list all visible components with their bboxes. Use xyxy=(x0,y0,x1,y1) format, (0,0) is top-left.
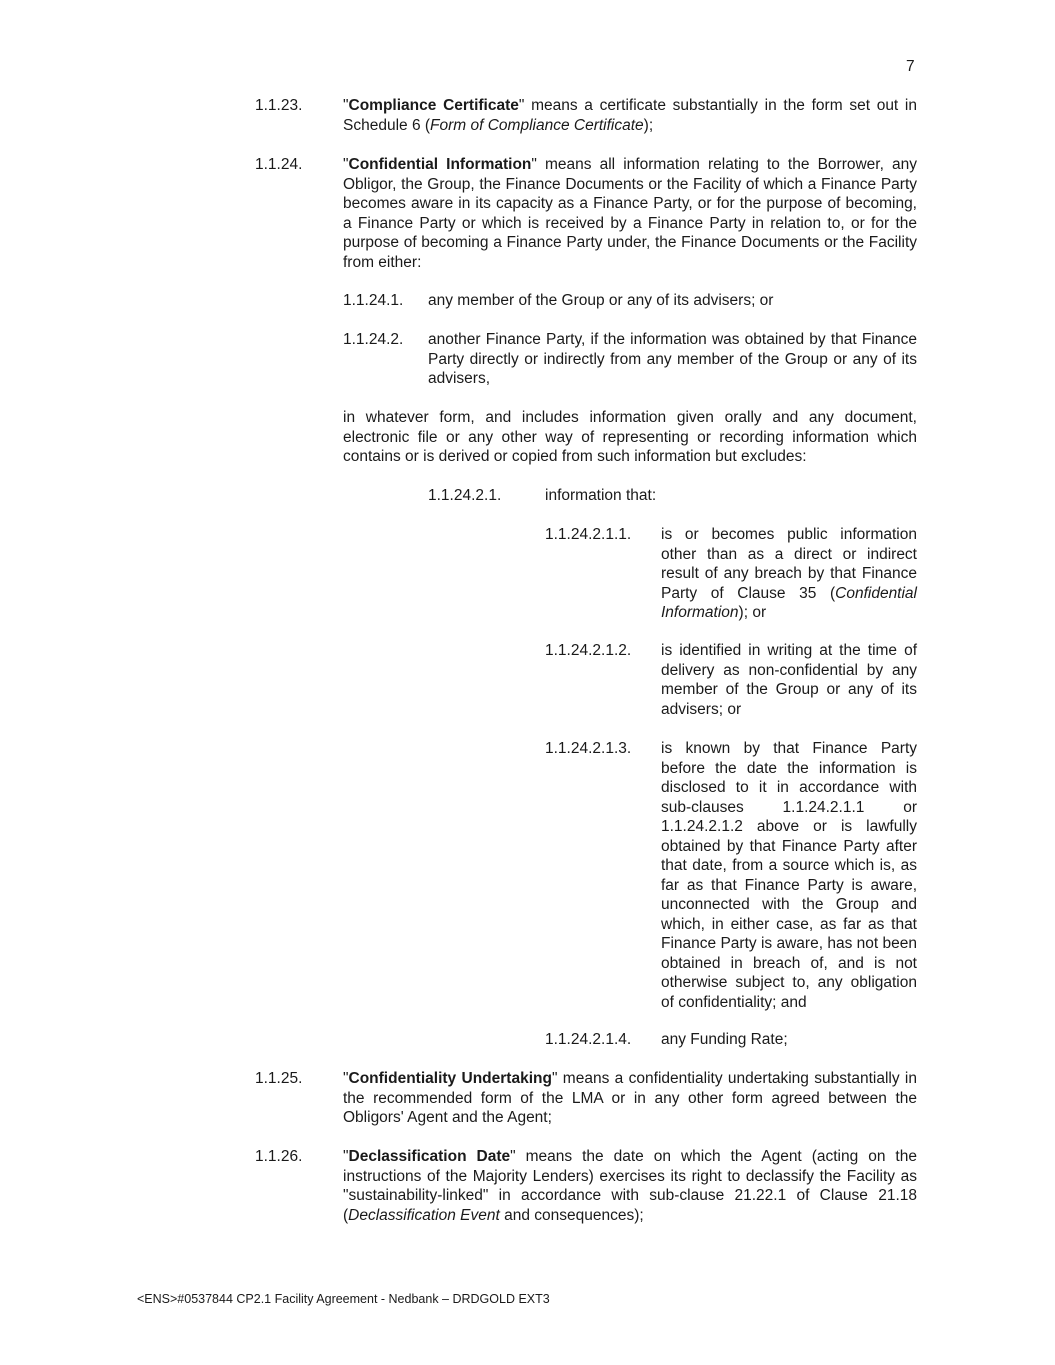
defined-term: Declassification Date xyxy=(348,1148,511,1165)
subclause-number: 1.1.24.2.1.3. xyxy=(545,740,632,757)
subclause-number: 1.1.24.2.1.1. xyxy=(545,526,632,543)
subclause-text: any Funding Rate; xyxy=(661,1031,788,1048)
clause-reference: Form of Compliance Certificate xyxy=(430,116,644,134)
subclause-text: another Finance Party, if the information was obtained by that Finance Party directly or indirectly from any member of the Group or any of its advisers, xyxy=(428,331,917,387)
subclause-text: is or becomes public information other than as a direct or indirect result of any breach by that Finance Party of Clause 35 (Confidential Information); or xyxy=(661,526,917,621)
clause-reference: Confidential Information xyxy=(661,584,917,621)
defined-term: Confidential Information xyxy=(348,156,532,173)
clause-number: 1.1.26. xyxy=(255,1148,303,1165)
subclause-text: is identified in writing at the time of delivery as non-confidential by any member of the Group or any of its advisers; or xyxy=(661,642,917,718)
document-footer: <ENS>#0537844 CP2.1 Facility Agreement - Nedbank – DRDGOLD EXT3 xyxy=(137,1292,550,1306)
defined-term: Compliance Certificate xyxy=(348,97,519,114)
defined-term: Confidentiality Undertaking xyxy=(348,1070,552,1087)
subclause-number: 1.1.24.1. xyxy=(343,292,404,309)
subclause-text: any member of the Group or any of its advisers; or xyxy=(428,292,774,309)
clause-reference: Declassification Event xyxy=(348,1206,500,1224)
clause-text: "Confidentiality Undertaking" means a confidentiality undertaking substantially in the recommended form of the LMA or in any other form agreed between the Obligors' Agent and the Agent; xyxy=(343,1070,917,1126)
clause-number: 1.1.25. xyxy=(255,1070,303,1087)
subclause-number: 1.1.24.2.1.4. xyxy=(545,1031,632,1048)
subclause-number: 1.1.24.2. xyxy=(343,331,404,348)
clause-continuation: in whatever form, and includes information given orally and any document, electronic file or any other way of representing or recording information which contains or is derived or copied from such information but excludes: xyxy=(343,409,917,465)
clause-text: "Declassification Date" means the date on which the Agent (acting on the instructions of the Majority Lenders) exercises its right to declassify the Facility as "sustainability-linked" in accordance with sub-clause 21.22.1 of Clause 21.18 (Declassification Event and consequences); xyxy=(343,1148,917,1224)
clause-number: 1.1.23. xyxy=(255,97,303,114)
clause-text: "Compliance Certificate" means a certificate substantially in the form set out in Schedule 6 (Form of Compliance Certificate); xyxy=(343,97,917,134)
subclause-text: information that: xyxy=(545,487,657,504)
clause-number: 1.1.24. xyxy=(255,156,303,173)
page-number: 7 xyxy=(906,58,915,75)
subclause-number: 1.1.24.2.1.2. xyxy=(545,642,632,659)
subclause-number: 1.1.24.2.1. xyxy=(428,487,502,504)
clause-text: "Confidential Information" means all information relating to the Borrower, any Obligor, the Group, the Finance Documents or the Facility of which a Finance Party becomes aware in its capacity as a Finance Party, or for the purpose of becoming, a Finance Party or which is received by a Finance Party in relation to, or for the purpose of becoming a Finance Party under, the Finance Documents or the Facility from either: xyxy=(343,156,917,271)
subclause-text: is known by that Finance Party before the date the information is disclosed to it in accordance with sub-clauses 1.1.24.2.1.1 or 1.1.24.2.1.2 above or is lawfully obtained by that Finance Party after that date, from a source which is, as far as that Finance Party is aware, unconnected with the Group and which, in either case, as far as that Finance Party is aware, has not been obtained in breach of, and is not otherwise subject to, any obligation of confidentiality; and xyxy=(661,740,917,1011)
